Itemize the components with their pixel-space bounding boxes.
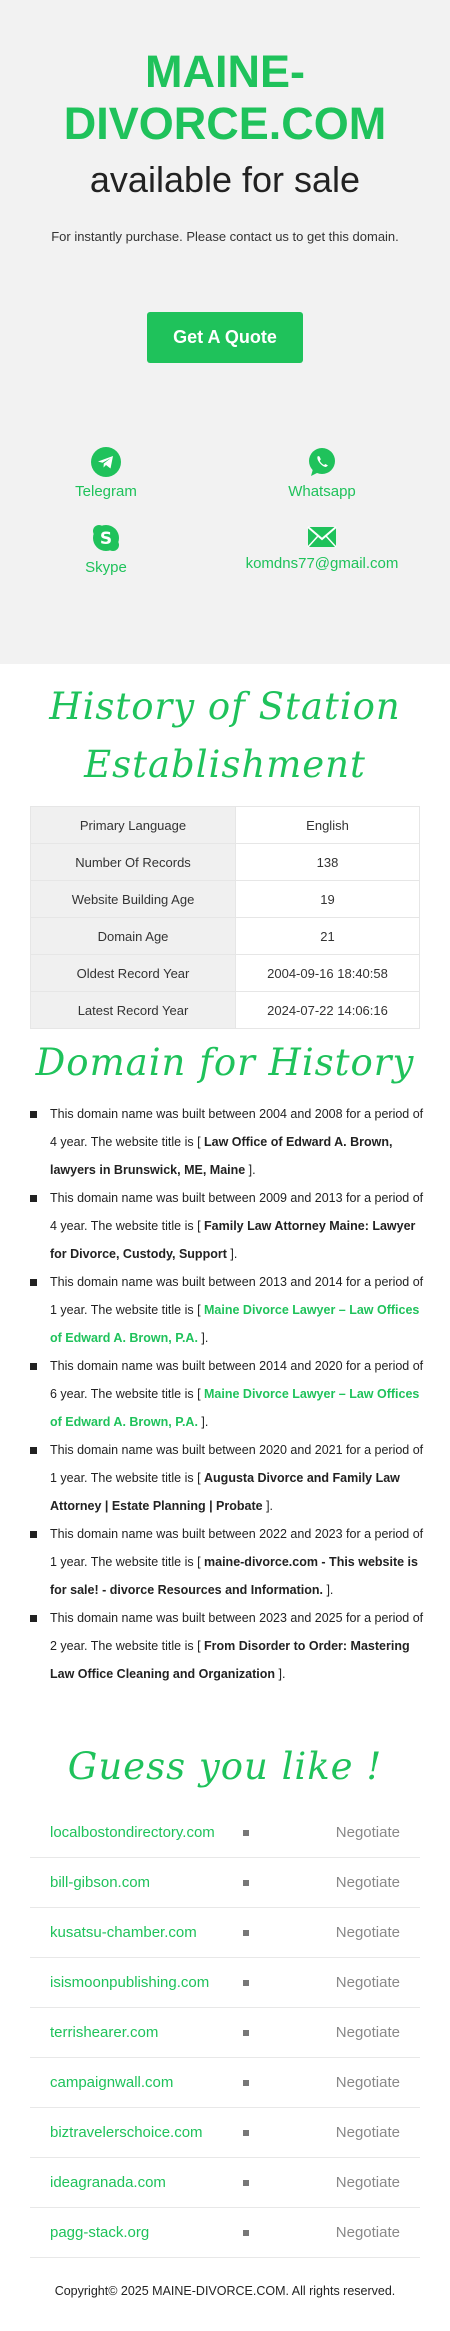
suggested-domain-link[interactable]: campaignwall.com [50, 2074, 174, 2091]
stat-key: Number Of Records [31, 844, 236, 881]
stat-value: 21 [236, 918, 420, 955]
table-row [31, 807, 420, 844]
suggested-domain-link[interactable]: biztravelerschoice.com [50, 2124, 203, 2141]
skype-link[interactable] [16, 523, 196, 576]
telegram-link[interactable] [16, 447, 196, 500]
skype-label: Skype [85, 559, 127, 576]
stat-value: 2024-07-22 14:06:16 [236, 992, 420, 1029]
history-site-title: Law Office of Edward A. Brown, lawyers in Brunswick, ME, Maine [50, 1135, 393, 1177]
negotiate-link[interactable]: Negotiate [335, 2124, 400, 2141]
suggested-domain-link[interactable]: pagg-stack.org [50, 2224, 150, 2241]
domain-name-line1: MAINE- [145, 46, 305, 97]
bullet-icon [30, 1531, 37, 1538]
list-item [30, 1908, 420, 1958]
stat-value: English [236, 807, 420, 844]
history-site-title-link[interactable]: Maine Divorce Lawyer – Law Offices of Edward A. Brown, P.A. [50, 1303, 420, 1345]
list-item [50, 1604, 425, 1688]
separator-icon [243, 1980, 249, 1986]
stat-value: 19 [236, 881, 420, 918]
list-item [30, 1808, 420, 1858]
suggested-domain-link[interactable]: terrishearer.com [50, 2024, 159, 2041]
table-row [31, 955, 420, 992]
stat-key: Domain Age [31, 918, 236, 955]
history-site-title: Augusta Divorce and Family Law Attorney | Estate Planning | Probate [50, 1471, 400, 1513]
telegram-label: Telegram [75, 483, 137, 500]
history-text-end: ]. [226, 1247, 238, 1261]
svg-text:S: S [99, 529, 113, 549]
table-row [31, 918, 420, 955]
negotiate-link[interactable]: Negotiate [335, 1874, 400, 1891]
separator-icon [243, 2080, 249, 2086]
history-text-end: ]. [197, 1415, 209, 1429]
separator-icon [243, 1880, 249, 1886]
list-item [50, 1100, 425, 1184]
separator-icon [243, 1930, 249, 1936]
negotiate-link[interactable]: Negotiate [335, 1974, 400, 1991]
stat-key: Oldest Record Year [31, 955, 236, 992]
table-row [31, 844, 420, 881]
table-row [31, 992, 420, 1029]
negotiate-link[interactable]: Negotiate [335, 2174, 400, 2191]
domain-name-line2: DIVORCE.COM [63, 98, 387, 149]
email-icon [307, 525, 337, 549]
stat-key: Latest Record Year [31, 992, 236, 1029]
list-item [30, 2158, 420, 2208]
separator-icon [243, 2230, 249, 2236]
whatsapp-label: Whatsapp [288, 483, 356, 500]
negotiate-link[interactable]: Negotiate [335, 2074, 400, 2091]
whatsapp-icon [307, 447, 337, 477]
history-text: This domain name was built between 2004 and 2008 for a period of 4 year. The website title is [ [50, 1107, 424, 1149]
separator-icon [243, 2180, 249, 2186]
bullet-icon [30, 1363, 37, 1370]
list-item [30, 1958, 420, 2008]
list-item [50, 1352, 425, 1436]
domain-history-list [50, 1100, 425, 1688]
station-history-title-line1: History of Station [49, 685, 401, 728]
bullet-icon [30, 1195, 37, 1202]
negotiate-link[interactable]: Negotiate [335, 1824, 400, 1841]
history-text-end: ]. [275, 1667, 286, 1681]
list-item [30, 2208, 420, 2258]
hero-section [0, 0, 450, 664]
whatsapp-link[interactable] [232, 447, 412, 500]
table-row [31, 881, 420, 918]
history-text-end: ]. [245, 1163, 256, 1177]
get-quote-button[interactable]: Get A Quote [147, 312, 303, 363]
email-label: komdns77@gmail.com [245, 555, 399, 572]
list-item [30, 1858, 420, 1908]
footer-copyright: Copyright© 2025 MAINE-DIVORCE.COM. All rights reserved. [54, 2284, 396, 2298]
suggested-domain-link[interactable]: localbostondirectory.com [50, 1824, 215, 1841]
list-item [30, 2058, 420, 2108]
email-link[interactable] [232, 525, 412, 572]
separator-icon [243, 2030, 249, 2036]
separator-icon [243, 2130, 249, 2136]
history-text: This domain name was built between 2023 and 2025 for a period of 2 year. The website title is [ [50, 1611, 424, 1653]
list-item [50, 1436, 425, 1520]
list-item [50, 1268, 425, 1352]
history-text-end: ]. [197, 1331, 209, 1345]
bullet-icon [30, 1111, 37, 1118]
suggested-domain-link[interactable]: ideagranada.com [50, 2174, 166, 2191]
purchase-note: For instantly purchase. Please contact us to get this domain. [51, 229, 399, 244]
for-sale-text: available for sale [89, 159, 361, 200]
guess-you-like-title: Guess you like ! [67, 1745, 383, 1788]
negotiate-link[interactable]: Negotiate [335, 2224, 400, 2241]
stat-key: Primary Language [31, 807, 236, 844]
history-site-title-link[interactable]: Maine Divorce Lawyer – Law Offices of Edward A. Brown, P.A. [50, 1387, 420, 1429]
station-stats-table [30, 806, 420, 1029]
history-text: This domain name was built between 2022 and 2023 for a period of 1 year. The website title is [ [50, 1527, 424, 1569]
bullet-icon [30, 1279, 37, 1286]
telegram-icon [91, 447, 121, 477]
history-text: This domain name was built between 2013 and 2014 for a period of 1 year. The website title is [ [50, 1275, 424, 1317]
separator-icon [243, 1830, 249, 1836]
history-text: This domain name was built between 2020 and 2021 for a period of 1 year. The website title is [ [50, 1443, 424, 1485]
domain-name-heading [0, 46, 450, 150]
stat-value: 138 [236, 844, 420, 881]
history-text-end: ]. [262, 1499, 274, 1513]
stat-value: 2004-09-16 18:40:58 [236, 955, 420, 992]
list-item [50, 1184, 425, 1268]
history-site-title: maine-divorce.com - This website is for sale! - divorce Resources and Information. [50, 1555, 418, 1597]
suggested-domain-link[interactable]: kusatsu-chamber.com [50, 1924, 197, 1941]
bullet-icon [30, 1615, 37, 1622]
bullet-icon [30, 1447, 37, 1454]
list-item [30, 2108, 420, 2158]
history-site-title: Family Law Attorney Maine: Lawyer for Divorce, Custody, Support [50, 1219, 416, 1261]
suggested-domain-link[interactable]: isismoonpublishing.com [50, 1974, 210, 1991]
history-text: This domain name was built between 2009 and 2013 for a period of 4 year. The website title is [ [50, 1191, 424, 1233]
station-history-title [0, 678, 450, 794]
skype-icon [91, 523, 121, 553]
history-site-title: From Disorder to Order: Mastering Law Office Cleaning and Organization [50, 1639, 410, 1681]
suggested-domain-link[interactable]: bill-gibson.com [50, 1874, 151, 1891]
history-text-end: ]. [322, 1583, 334, 1597]
stat-key: Website Building Age [31, 881, 236, 918]
list-item [30, 2008, 420, 2058]
negotiate-link[interactable]: Negotiate [335, 2024, 400, 2041]
history-text: This domain name was built between 2014 and 2020 for a period of 6 year. The website title is [ [50, 1359, 424, 1401]
domain-history-title: Domain for History [35, 1041, 415, 1084]
list-item [50, 1520, 425, 1604]
station-history-title-line2: Establishment [84, 743, 366, 786]
negotiate-link[interactable]: Negotiate [335, 1924, 400, 1941]
